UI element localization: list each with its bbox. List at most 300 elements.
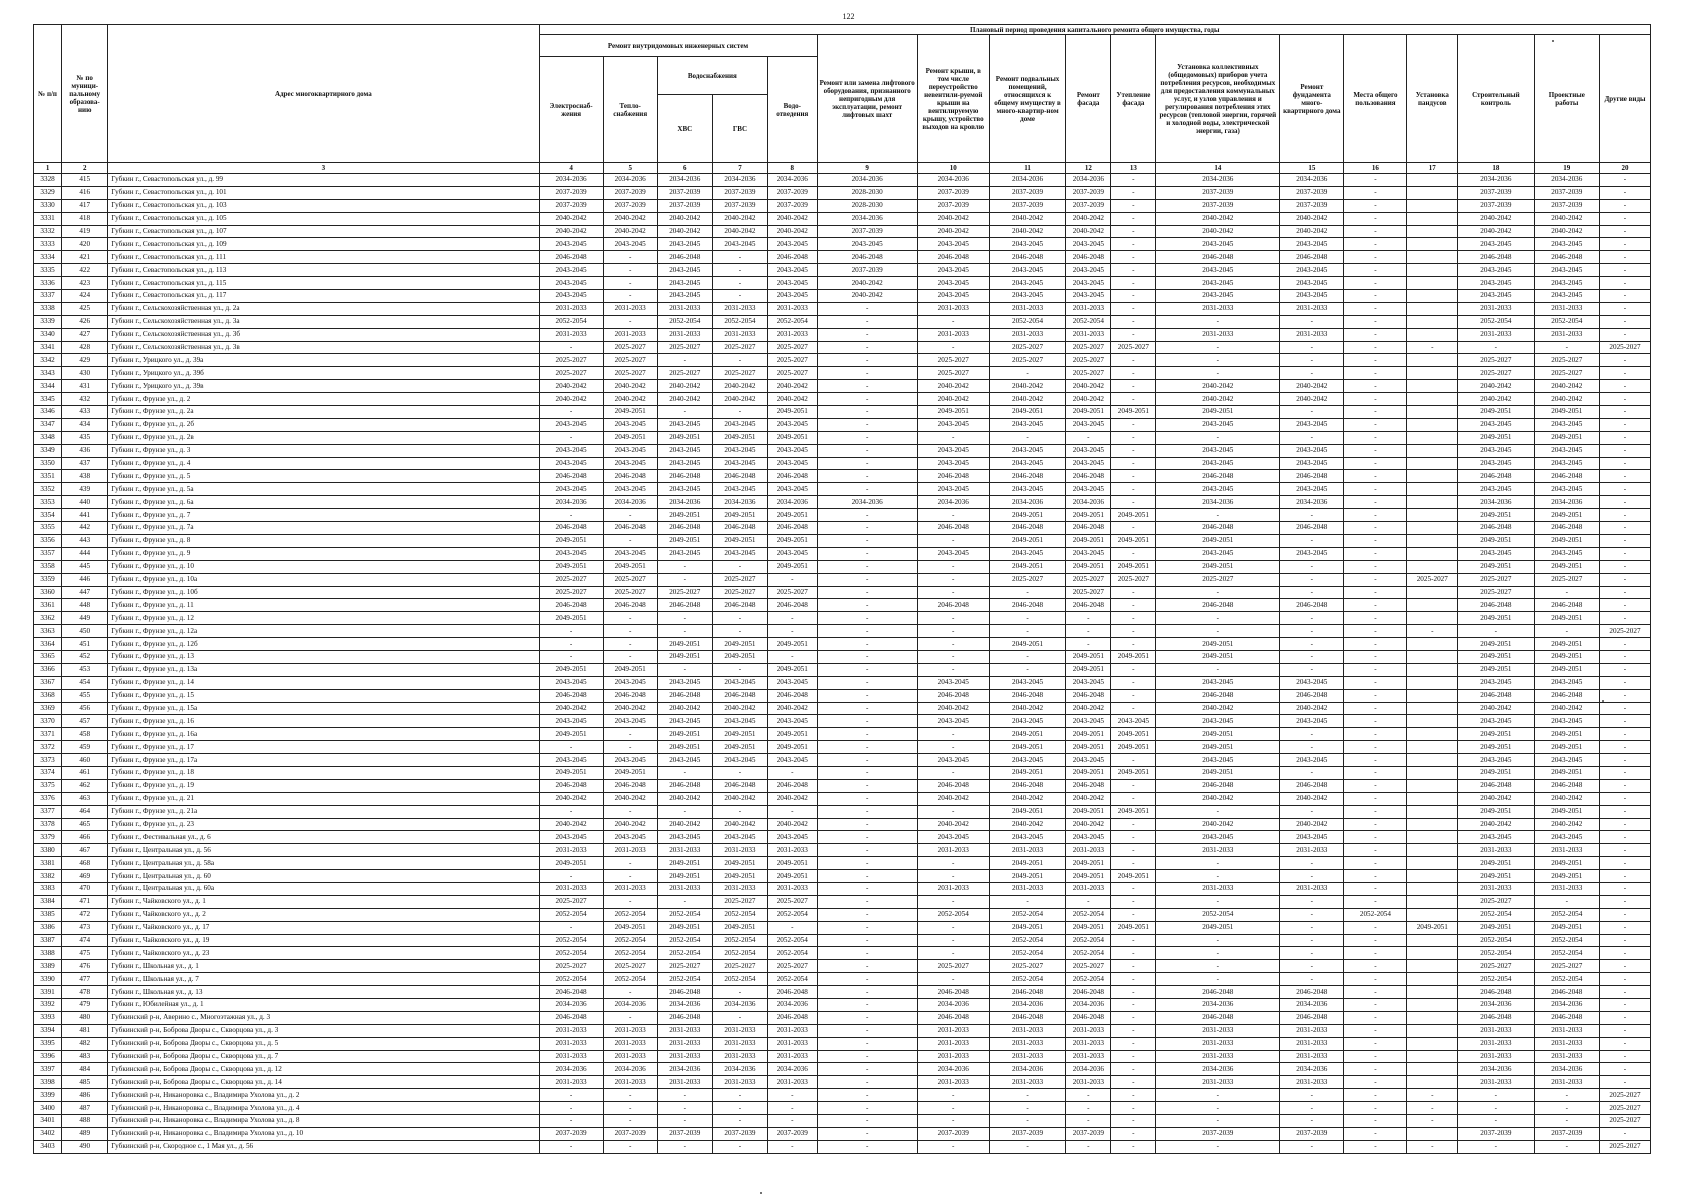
table-cell: [1407, 663, 1458, 676]
table-cell: 2046-2048: [1458, 689, 1535, 702]
table-cell: 439: [62, 483, 108, 496]
table-cell: 2031-2033: [768, 1076, 818, 1089]
address-cell: Губкин г., Центральная ул., д. 60а: [108, 882, 539, 895]
table-cell: 2049-2051: [1534, 921, 1599, 934]
address-cell: Губкин г., Фрунзе ул., д. 2а: [108, 406, 539, 419]
table-cell: 447: [62, 586, 108, 599]
table-cell: 3400: [34, 1102, 62, 1115]
table-cell: 2043-2045: [657, 277, 712, 290]
table-cell: -: [1599, 534, 1650, 547]
table-cell: -: [1280, 573, 1344, 586]
table-row: [34, 328, 1651, 341]
table-cell: 2049-2051: [603, 663, 657, 676]
table-cell: -: [712, 406, 767, 419]
table-cell: 2040-2042: [917, 818, 989, 831]
address-cell: Губкин г., Школьная ул., д. 13: [108, 986, 539, 999]
table-cell: 2043-2045: [712, 457, 767, 470]
table-cell: 477: [62, 973, 108, 986]
table-cell: 2025-2027: [1407, 573, 1458, 586]
table-cell: [1407, 302, 1458, 315]
table-cell: 2040-2042: [1156, 380, 1280, 393]
table-cell: 2043-2045: [768, 277, 818, 290]
header-muni-no: № по муници-пальному образова-нию: [62, 25, 108, 163]
table-cell: 2043-2045: [768, 290, 818, 303]
table-cell: -: [1344, 676, 1407, 689]
table-cell: -: [1344, 986, 1407, 999]
table-cell: 2049-2051: [1458, 650, 1535, 663]
table-cell: -: [817, 1140, 917, 1153]
table-row: [34, 431, 1651, 444]
table-cell: -: [817, 831, 917, 844]
column-number: 7: [712, 163, 767, 174]
table-cell: -: [1344, 715, 1407, 728]
table-cell: 2031-2033: [989, 328, 1066, 341]
table-cell: 2034-2036: [539, 174, 603, 187]
table-cell: -: [1111, 844, 1156, 857]
address-cell: Губкин г., Фрунзе ул., д. 2б: [108, 418, 539, 431]
table-cell: 2049-2051: [989, 638, 1066, 651]
table-cell: -: [603, 534, 657, 547]
table-cell: 2046-2048: [712, 599, 767, 612]
table-cell: -: [1111, 496, 1156, 509]
table-cell: [1407, 470, 1458, 483]
table-cell: 2049-2051: [712, 870, 767, 883]
table-cell: 2043-2045: [1458, 277, 1535, 290]
table-cell: 2046-2048: [1156, 470, 1280, 483]
table-cell: 452: [62, 650, 108, 663]
address-cell: Губкин г., Севастопольская ул., д. 113: [108, 264, 539, 277]
table-cell: 2034-2036: [1280, 999, 1344, 1012]
table-cell: 2031-2033: [603, 1037, 657, 1050]
address-cell: Губкин г., Сельскохозяйственная ул., д. 3а: [108, 315, 539, 328]
table-cell: 2034-2036: [657, 174, 712, 187]
table-cell: 2025-2027: [657, 960, 712, 973]
table-cell: 2052-2054: [712, 973, 767, 986]
table-cell: 2040-2042: [768, 818, 818, 831]
table-cell: -: [1344, 792, 1407, 805]
table-cell: 2040-2042: [603, 792, 657, 805]
table-cell: 2034-2036: [917, 174, 989, 187]
table-cell: 2031-2033: [989, 844, 1066, 857]
table-cell: 2052-2054: [768, 908, 818, 921]
table-cell: 2040-2042: [989, 212, 1066, 225]
table-cell: 2043-2045: [989, 418, 1066, 431]
table-cell: -: [603, 1140, 657, 1153]
address-cell: Губкин г., Центральная ул., д. 56: [108, 844, 539, 857]
table-cell: 2040-2042: [917, 393, 989, 406]
table-cell: 2052-2054: [712, 315, 767, 328]
table-cell: 3389: [34, 960, 62, 973]
table-cell: -: [1599, 766, 1650, 779]
table-cell: 2037-2039: [712, 199, 767, 212]
table-cell: 2031-2033: [1534, 1037, 1599, 1050]
table-cell: 3388: [34, 947, 62, 960]
table-cell: 2046-2048: [1280, 522, 1344, 535]
table-cell: 2025-2027: [712, 341, 767, 354]
table-cell: 2037-2039: [1280, 199, 1344, 212]
table-cell: -: [1599, 947, 1650, 960]
table-cell: 2043-2045: [1066, 547, 1111, 560]
table-cell: 2049-2051: [1534, 741, 1599, 754]
table-cell: 2049-2051: [1534, 805, 1599, 818]
table-cell: -: [712, 560, 767, 573]
table-cell: [1407, 638, 1458, 651]
table-cell: 2031-2033: [1156, 1050, 1280, 1063]
table-cell: 2040-2042: [539, 212, 603, 225]
table-cell: 2031-2033: [657, 328, 712, 341]
table-cell: -: [1280, 612, 1344, 625]
table-cell: 2043-2045: [712, 715, 767, 728]
table-cell: -: [1280, 728, 1344, 741]
table-cell: 2031-2033: [1534, 1076, 1599, 1089]
header-basement: Ремонт подвальных помещений, относящихся к общему имуществу в много-квартир-ном доме: [989, 35, 1066, 163]
table-cell: 2046-2048: [1280, 779, 1344, 792]
table-cell: 2049-2051: [657, 741, 712, 754]
table-cell: -: [1111, 599, 1156, 612]
table-cell: 2052-2054: [1534, 908, 1599, 921]
table-cell: -: [1111, 444, 1156, 457]
table-cell: 2034-2036: [1534, 1063, 1599, 1076]
table-cell: -: [712, 663, 767, 676]
address-cell: Губкин г., Чайковского ул., д. 19: [108, 934, 539, 947]
table-cell: 2049-2051: [603, 921, 657, 934]
table-cell: 2049-2051: [1458, 921, 1535, 934]
table-cell: -: [768, 612, 818, 625]
table-cell: -: [1344, 766, 1407, 779]
table-row: [34, 354, 1651, 367]
table-cell: 2031-2033: [768, 328, 818, 341]
table-cell: 418: [62, 212, 108, 225]
table-cell: -: [817, 509, 917, 522]
table-row: [34, 509, 1651, 522]
scan-speck: [760, 1192, 762, 1194]
table-cell: 2049-2051: [768, 663, 818, 676]
table-cell: 2052-2054: [603, 947, 657, 960]
table-cell: -: [1156, 960, 1280, 973]
table-cell: 2049-2051: [712, 431, 767, 444]
table-cell: 463: [62, 792, 108, 805]
scan-speck: [1552, 40, 1554, 42]
table-cell: 2049-2051: [989, 728, 1066, 741]
table-cell: -: [1280, 586, 1344, 599]
table-cell: -: [1344, 844, 1407, 857]
table-cell: -: [539, 406, 603, 419]
table-cell: 2025-2027: [712, 895, 767, 908]
table-cell: 2043-2045: [1066, 277, 1111, 290]
table-cell: -: [1344, 818, 1407, 831]
address-cell: Губкин г., Фрунзе ул., д. 16а: [108, 728, 539, 741]
table-cell: 2034-2036: [768, 999, 818, 1012]
address-cell: Губкин г., Фрунзе ул., д. 18: [108, 766, 539, 779]
table-cell: 3367: [34, 676, 62, 689]
table-cell: 2028-2030: [817, 186, 917, 199]
table-cell: -: [657, 573, 712, 586]
table-cell: 2049-2051: [1534, 650, 1599, 663]
table-cell: 2052-2054: [657, 315, 712, 328]
table-cell: 2046-2048: [768, 522, 818, 535]
table-cell: [1407, 393, 1458, 406]
table-cell: 2043-2045: [917, 238, 989, 251]
table-cell: 2052-2054: [1534, 934, 1599, 947]
address-cell: Губкин г., Фрунзе ул., д. 3: [108, 444, 539, 457]
table-cell: 2034-2036: [768, 1063, 818, 1076]
table-cell: 2043-2045: [657, 457, 712, 470]
table-row: [34, 393, 1651, 406]
table-cell: -: [1111, 1102, 1156, 1115]
table-row: [34, 251, 1651, 264]
table-cell: 2040-2042: [1156, 792, 1280, 805]
table-cell: -: [1156, 509, 1280, 522]
table-cell: -: [817, 1102, 917, 1115]
table-cell: 2031-2033: [712, 1024, 767, 1037]
table-cell: 2046-2048: [712, 689, 767, 702]
table-cell: 2034-2036: [1066, 496, 1111, 509]
table-cell: 2040-2042: [539, 380, 603, 393]
table-cell: -: [1111, 895, 1156, 908]
table-cell: 2052-2054: [603, 973, 657, 986]
table-cell: -: [1111, 354, 1156, 367]
address-cell: Губкин г., Школьная ул., д. 1: [108, 960, 539, 973]
table-cell: 2031-2033: [1534, 302, 1599, 315]
table-cell: -: [1111, 238, 1156, 251]
table-cell: 2046-2048: [1458, 599, 1535, 612]
table-cell: 2052-2054: [1458, 947, 1535, 960]
table-cell: 2049-2051: [1458, 728, 1535, 741]
table-row: [34, 612, 1651, 625]
table-cell: 2040-2042: [657, 212, 712, 225]
table-cell: 445: [62, 560, 108, 573]
table-cell: 2031-2033: [539, 1050, 603, 1063]
table-cell: 2025-2027: [1458, 573, 1535, 586]
table-cell: 2040-2042: [1280, 818, 1344, 831]
table-cell: -: [539, 805, 603, 818]
table-cell: -: [817, 805, 917, 818]
table-cell: 2040-2042: [1066, 380, 1111, 393]
table-cell: -: [1407, 1089, 1458, 1102]
table-cell: 3362: [34, 612, 62, 625]
table-cell: -: [1344, 1011, 1407, 1024]
table-row: [34, 1140, 1651, 1153]
table-cell: 458: [62, 728, 108, 741]
table-cell: 2025-2027: [768, 895, 818, 908]
table-cell: 2034-2036: [712, 999, 767, 1012]
table-cell: 2040-2042: [1280, 380, 1344, 393]
table-cell: 2043-2045: [989, 715, 1066, 728]
table-cell: 2049-2051: [768, 431, 818, 444]
table-row: [34, 663, 1651, 676]
header-common-areas: Места общего пользования: [1344, 35, 1407, 163]
table-cell: 2046-2048: [917, 689, 989, 702]
table-cell: -: [1156, 947, 1280, 960]
table-cell: 3402: [34, 1127, 62, 1140]
table-cell: -: [817, 754, 917, 767]
table-cell: -: [1344, 599, 1407, 612]
table-cell: 2031-2033: [1534, 1024, 1599, 1037]
table-cell: 474: [62, 934, 108, 947]
table-cell: -: [1156, 857, 1280, 870]
table-cell: 2031-2033: [1280, 882, 1344, 895]
table-cell: -: [817, 779, 917, 792]
table-cell: -: [817, 921, 917, 934]
table-cell: 2043-2045: [817, 238, 917, 251]
table-cell: 3347: [34, 418, 62, 431]
table-cell: 2034-2036: [1534, 999, 1599, 1012]
header-design-works: Проектные работы: [1534, 35, 1599, 163]
table-cell: 2049-2051: [1066, 857, 1111, 870]
table-cell: -: [1344, 1063, 1407, 1076]
table-cell: 2043-2045: [1066, 418, 1111, 431]
address-cell: Губкин г., Фрунзе ул., д. 5: [108, 470, 539, 483]
table-cell: 2046-2048: [1280, 689, 1344, 702]
table-cell: -: [1599, 702, 1650, 715]
table-cell: 2031-2033: [657, 1076, 712, 1089]
table-cell: 478: [62, 986, 108, 999]
table-row: [34, 870, 1651, 883]
table-cell: -: [768, 1115, 818, 1128]
table-cell: -: [1111, 290, 1156, 303]
table-row: [34, 934, 1651, 947]
table-cell: 2043-2045: [1066, 676, 1111, 689]
table-cell: 430: [62, 367, 108, 380]
table-cell: 465: [62, 818, 108, 831]
table-cell: 2043-2045: [539, 418, 603, 431]
table-cell: 2034-2036: [539, 1063, 603, 1076]
table-cell: 2046-2048: [539, 689, 603, 702]
table-cell: 3344: [34, 380, 62, 393]
table-row: [34, 315, 1651, 328]
table-cell: 2043-2045: [539, 715, 603, 728]
table-cell: 2040-2042: [1280, 212, 1344, 225]
table-cell: -: [1344, 1089, 1407, 1102]
table-cell: -: [1599, 354, 1650, 367]
table-cell: 2037-2039: [917, 186, 989, 199]
table-cell: 2031-2033: [1280, 1076, 1344, 1089]
table-cell: 3386: [34, 921, 62, 934]
table-cell: -: [817, 560, 917, 573]
table-cell: -: [1599, 573, 1650, 586]
table-cell: 2040-2042: [603, 225, 657, 238]
column-number: 19: [1534, 163, 1599, 174]
table-cell: -: [712, 277, 767, 290]
table-row: [34, 689, 1651, 702]
table-cell: 2031-2033: [1066, 328, 1111, 341]
table-cell: 2031-2033: [539, 1076, 603, 1089]
table-cell: 2049-2051: [1458, 638, 1535, 651]
table-cell: 2040-2042: [539, 393, 603, 406]
table-cell: 2043-2045: [1280, 290, 1344, 303]
header-no: № п/п: [34, 25, 62, 163]
table-cell: -: [817, 315, 917, 328]
table-row: [34, 225, 1651, 238]
table-cell: 2037-2039: [989, 186, 1066, 199]
table-cell: 2043-2045: [1458, 444, 1535, 457]
table-cell: 2025-2027: [603, 341, 657, 354]
table-cell: 2040-2042: [768, 702, 818, 715]
table-cell: 2040-2042: [603, 818, 657, 831]
table-cell: 2046-2048: [1534, 522, 1599, 535]
table-cell: 3397: [34, 1063, 62, 1076]
table-cell: 2040-2042: [712, 792, 767, 805]
table-cell: 428: [62, 341, 108, 354]
table-cell: 2031-2033: [1066, 1076, 1111, 1089]
table-cell: -: [1344, 496, 1407, 509]
table-cell: 2025-2027: [1458, 586, 1535, 599]
table-cell: 2046-2048: [989, 779, 1066, 792]
table-cell: 2043-2045: [603, 547, 657, 560]
table-cell: 2034-2036: [1156, 1063, 1280, 1076]
table-cell: 2043-2045: [1280, 277, 1344, 290]
table-cell: -: [1599, 779, 1650, 792]
table-cell: 2043-2045: [989, 483, 1066, 496]
address-cell: Губкин г., Сельскохозяйственная ул., д. 3б: [108, 328, 539, 341]
table-cell: 2052-2054: [989, 934, 1066, 947]
table-cell: 3332: [34, 225, 62, 238]
table-cell: 3383: [34, 882, 62, 895]
table-cell: 490: [62, 1140, 108, 1153]
table-cell: 420: [62, 238, 108, 251]
table-row: [34, 754, 1651, 767]
table-cell: 2040-2042: [989, 380, 1066, 393]
table-cell: -: [1111, 702, 1156, 715]
table-cell: 2049-2051: [1458, 663, 1535, 676]
table-cell: 2043-2045: [1534, 264, 1599, 277]
table-cell: -: [1280, 367, 1344, 380]
table-cell: 2046-2048: [657, 779, 712, 792]
table-cell: 2040-2042: [603, 212, 657, 225]
table-cell: 2034-2036: [1534, 496, 1599, 509]
address-cell: Губкин г., Чайковского ул., д. 17: [108, 921, 539, 934]
repair-schedule-table: [33, 24, 1651, 1154]
table-cell: 2049-2051: [768, 509, 818, 522]
table-cell: 2046-2048: [917, 779, 989, 792]
table-cell: 2031-2033: [712, 882, 767, 895]
table-cell: 454: [62, 676, 108, 689]
table-body: [34, 174, 1651, 1154]
table-cell: 2040-2042: [768, 225, 818, 238]
table-cell: -: [712, 1011, 767, 1024]
table-cell: 2037-2039: [712, 1127, 767, 1140]
table-cell: 2040-2042: [712, 818, 767, 831]
table-cell: -: [1534, 625, 1599, 638]
table-cell: 2031-2033: [989, 1076, 1066, 1089]
table-cell: 2025-2027: [1066, 960, 1111, 973]
table-cell: -: [989, 612, 1066, 625]
table-cell: -: [917, 921, 989, 934]
table-cell: -: [1280, 509, 1344, 522]
table-cell: 2049-2051: [1066, 870, 1111, 883]
table-cell: 2031-2033: [1280, 328, 1344, 341]
table-cell: 2046-2048: [1066, 1011, 1111, 1024]
table-cell: -: [603, 612, 657, 625]
table-cell: 2043-2045: [1534, 418, 1599, 431]
table-row: [34, 973, 1651, 986]
table-cell: 2031-2033: [1458, 302, 1535, 315]
table-cell: [1407, 238, 1458, 251]
table-cell: 2046-2048: [603, 599, 657, 612]
table-cell: 2040-2042: [989, 818, 1066, 831]
header-insulation: Утепление фасада: [1111, 35, 1156, 163]
table-cell: -: [817, 328, 917, 341]
table-cell: 2049-2051: [1156, 534, 1280, 547]
table-cell: 2049-2051: [657, 650, 712, 663]
table-cell: 2052-2054: [768, 934, 818, 947]
address-cell: Губкин г., Школьная ул., д. 7: [108, 973, 539, 986]
table-cell: 2049-2051: [1066, 534, 1111, 547]
table-cell: 2031-2033: [917, 1024, 989, 1037]
table-cell: 2049-2051: [712, 741, 767, 754]
table-cell: 3382: [34, 870, 62, 883]
table-cell: -: [712, 264, 767, 277]
